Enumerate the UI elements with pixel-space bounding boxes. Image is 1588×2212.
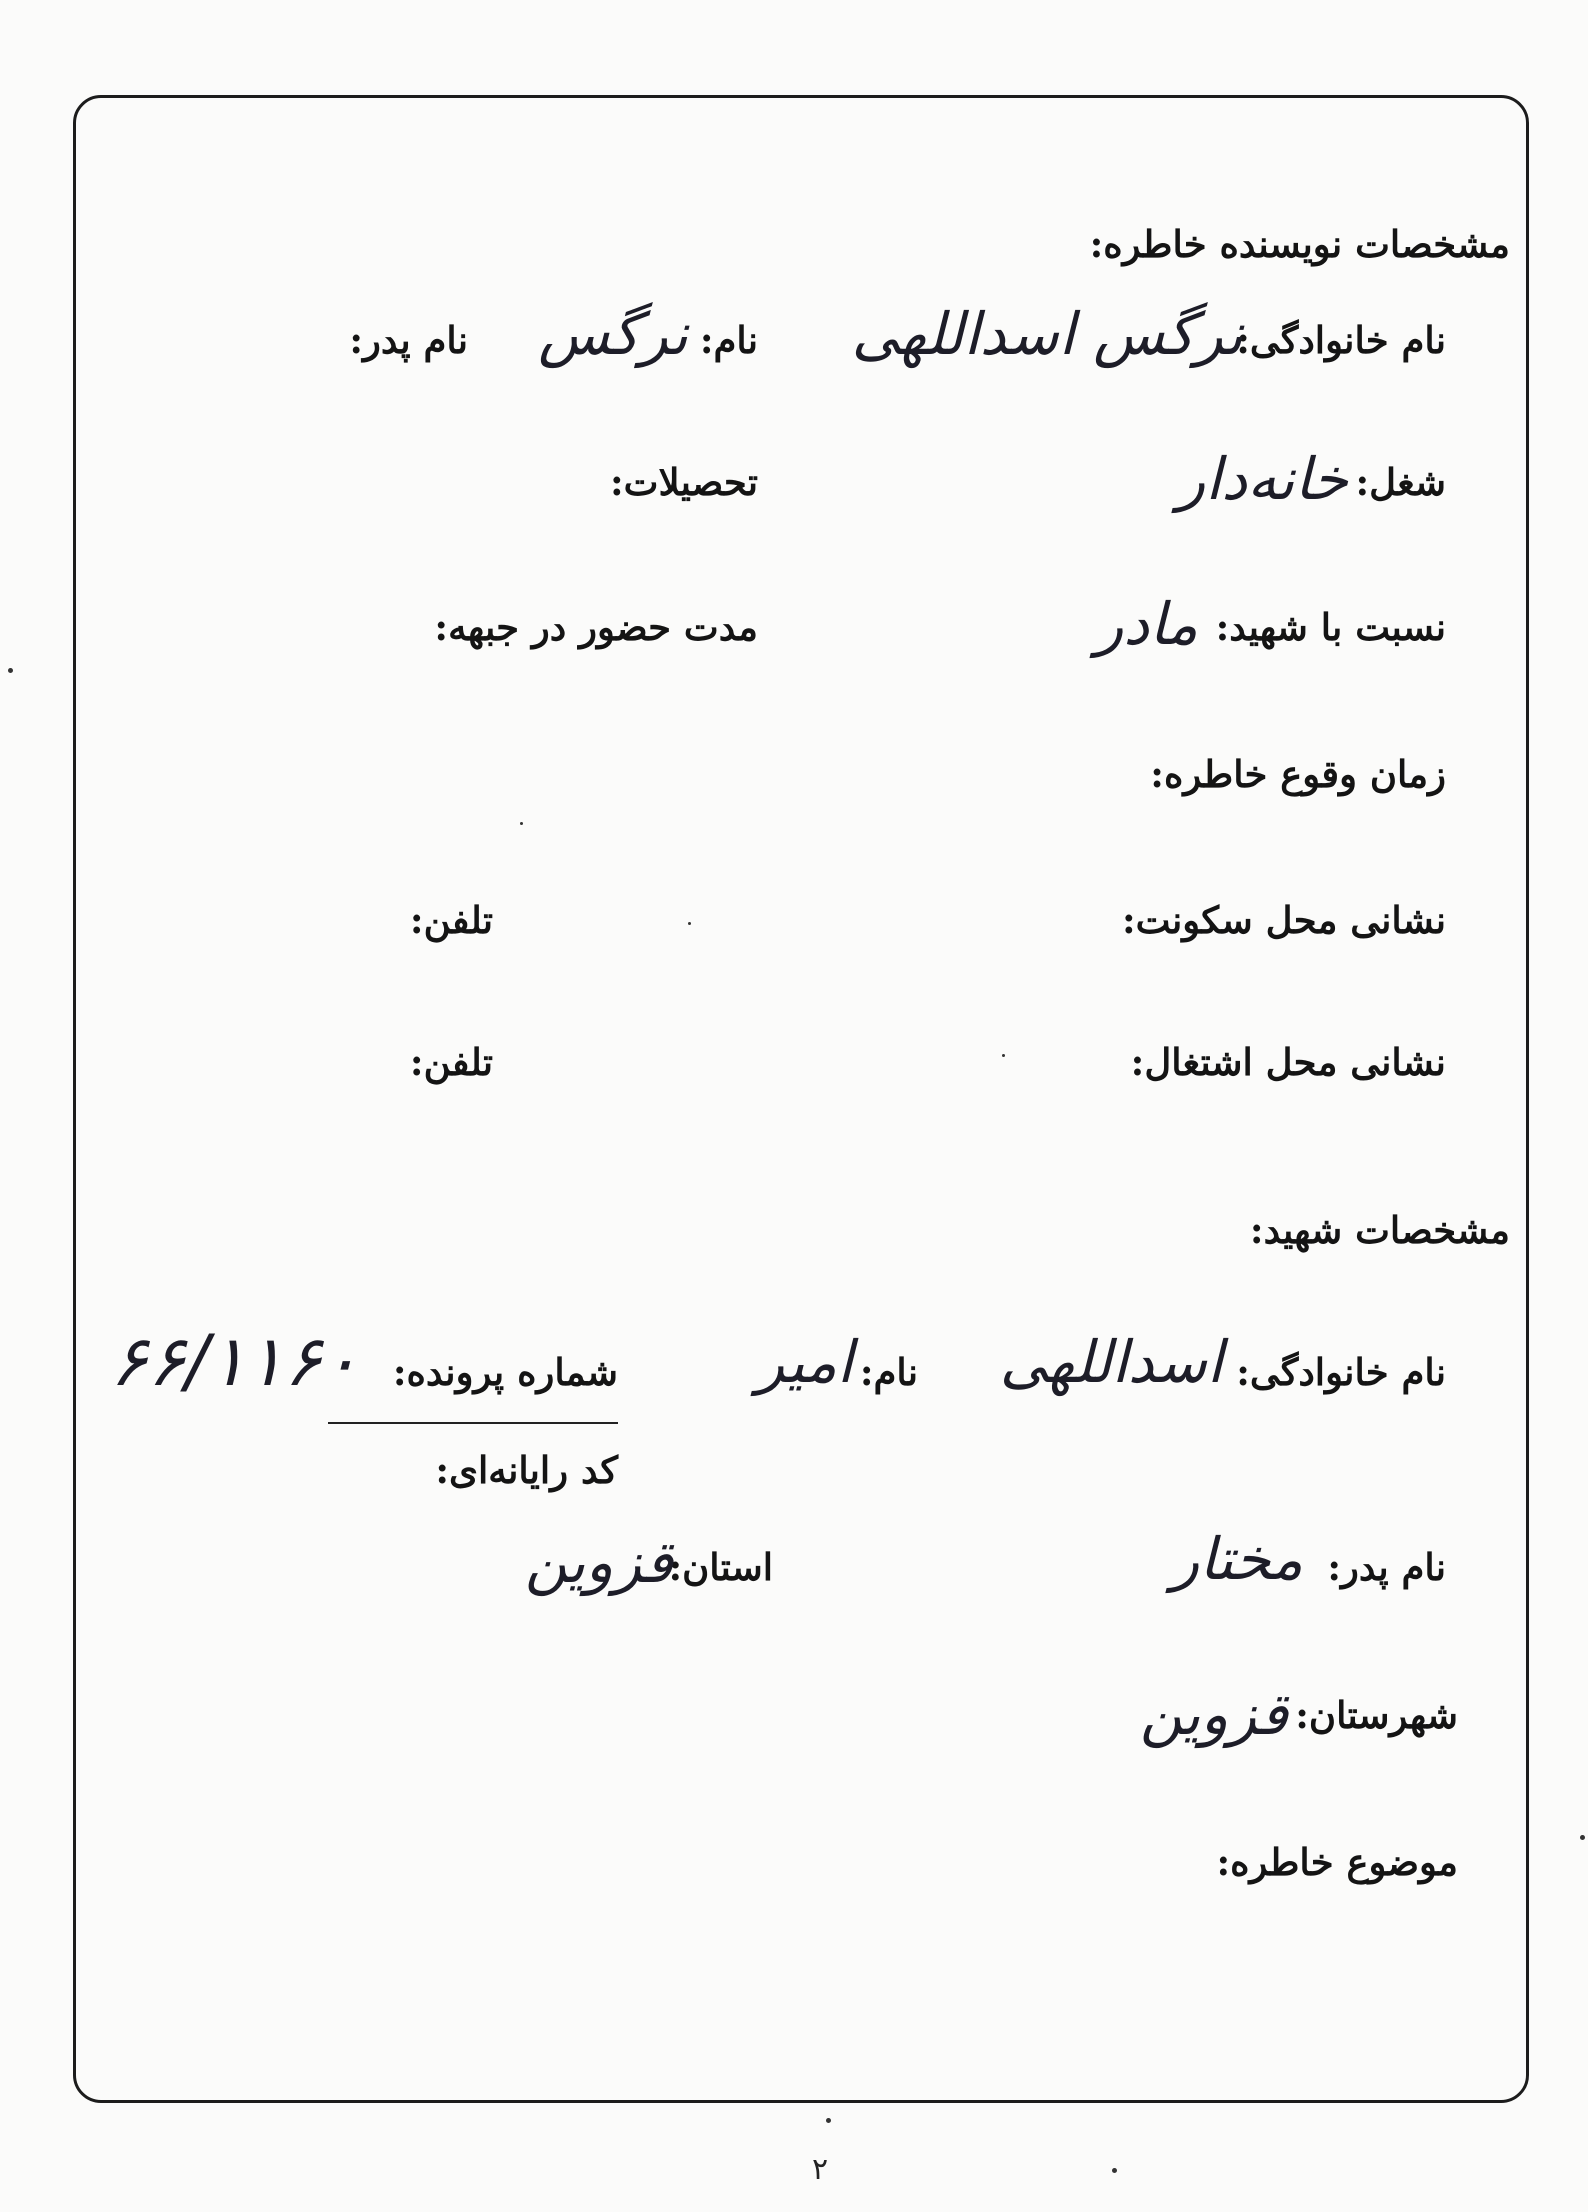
martyr-heading: مشخصات شهید: bbox=[1249, 1208, 1510, 1252]
martyr-city-label: شهرستان: bbox=[1295, 1693, 1458, 1737]
martyr-first-name-label: نام: bbox=[859, 1350, 918, 1394]
writer-first-name-value: نرگس bbox=[538, 300, 688, 368]
scan-speck bbox=[520, 822, 523, 825]
writer-front-duration-label: مدت حضور در جبهه: bbox=[434, 605, 758, 649]
writer-relation-label: نسبت با شهید: bbox=[1215, 605, 1446, 649]
writer-job-label: شغل: bbox=[1355, 460, 1446, 504]
martyr-city-value: قزوین bbox=[1139, 1680, 1288, 1748]
writer-family-name-value: نرگس اسداللهی bbox=[851, 300, 1243, 368]
writer-education-label: تحصیلات: bbox=[610, 460, 758, 504]
writer-work-phone-label: تلفن: bbox=[409, 1040, 493, 1084]
martyr-father-name-label: نام پدر: bbox=[1327, 1545, 1446, 1589]
scan-speck bbox=[8, 668, 13, 673]
form-border bbox=[73, 95, 1529, 2103]
martyr-file-number-value: ۶۶/۱۱۶۰ bbox=[110, 1320, 360, 1402]
writer-heading: مشخصات نویسنده خاطره: bbox=[1089, 222, 1510, 266]
writer-first-name-label: نام: bbox=[699, 318, 758, 362]
scan-speck bbox=[1002, 1054, 1005, 1057]
writer-home-phone-label: تلفن: bbox=[409, 898, 493, 942]
scan-speck bbox=[1112, 2168, 1117, 2173]
martyr-province-value: قزوین bbox=[524, 1528, 673, 1596]
martyr-memory-subject-label: موضوع خاطره: bbox=[1216, 1840, 1458, 1884]
martyr-province-label: استان: bbox=[668, 1545, 773, 1589]
writer-job-value: خانه‌دار bbox=[1177, 445, 1348, 513]
martyr-father-name-value: مختار bbox=[1171, 1525, 1303, 1593]
scan-speck bbox=[826, 2118, 831, 2123]
scan-speck bbox=[688, 922, 691, 925]
martyr-first-name-value: امیر bbox=[756, 1328, 853, 1396]
writer-family-name-label: نام خانوادگی: bbox=[1236, 318, 1446, 362]
martyr-family-name-value: اسداللهی bbox=[999, 1328, 1223, 1396]
writer-home-address-label: نشانی محل سکونت: bbox=[1121, 898, 1446, 942]
page-number: ۲ bbox=[811, 2152, 829, 2187]
file-number-underline bbox=[328, 1422, 618, 1424]
scan-speck bbox=[1580, 1835, 1585, 1840]
writer-work-address-label: نشانی محل اشتغال: bbox=[1130, 1040, 1446, 1084]
writer-father-name-label: نام پدر: bbox=[349, 318, 468, 362]
martyr-family-name-label: نام خانوادگی: bbox=[1236, 1350, 1446, 1394]
martyr-computer-code-label: کد رایانه‌ای: bbox=[435, 1448, 618, 1492]
martyr-file-number-label: شماره پرونده: bbox=[392, 1350, 618, 1394]
writer-relation-value: مادر bbox=[1095, 590, 1198, 658]
writer-memory-time-label: زمان وقوع خاطره: bbox=[1150, 752, 1446, 796]
